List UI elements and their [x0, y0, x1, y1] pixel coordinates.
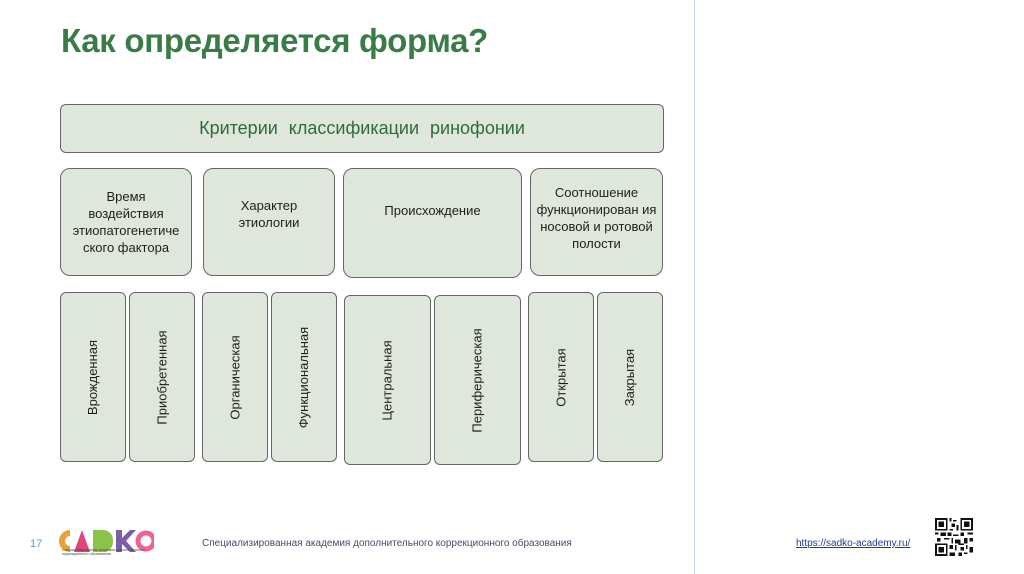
organization-name: Специализированная академия дополнительного коррекционного образования: [202, 538, 572, 549]
slide-edge: [694, 0, 695, 574]
criterion-ratio: [530, 168, 663, 276]
logo-subtitle: Специализированная академия дополнительного коррекционного образования: [62, 548, 146, 556]
criterion-etiology-label: Характер этиологии: [238, 198, 300, 230]
type-organic: [202, 292, 268, 462]
type-central-label: Центральная: [380, 339, 395, 421]
page-number: 17: [30, 538, 43, 550]
criterion-origin: [343, 168, 522, 278]
type-open-label: Открытая: [553, 347, 569, 407]
criterion-origin-label: Происхождение: [384, 203, 481, 218]
type-closed-label: Закрытая: [622, 348, 638, 406]
slide-title: Как определяется форма?: [61, 22, 489, 59]
classification-header-label: Критерии классификации ринофонии: [199, 118, 525, 138]
type-functional-label: Функциональная: [296, 326, 312, 428]
type-peripheral: [434, 295, 521, 465]
type-acquired-label: Приобретенная: [154, 329, 170, 425]
criterion-time-label: Время воздействия этиопатогенетиче ского фактора: [72, 189, 180, 255]
type-closed: [597, 292, 663, 462]
criterion-ratio-label: Соотношение функционирован ия носовой и ротовой полости: [536, 185, 657, 251]
type-open: [528, 292, 594, 462]
type-organic-label: Органическая: [227, 334, 243, 420]
criterion-time: [60, 168, 192, 276]
type-congenital-label: Врожденная: [85, 339, 101, 415]
type-central: [344, 295, 431, 465]
classification-header: [60, 104, 664, 153]
website-link[interactable]: https://sadko-academy.ru/: [796, 538, 911, 549]
type-functional: [271, 292, 337, 462]
criterion-etiology: [203, 168, 335, 276]
qr-code-icon: [935, 518, 973, 556]
type-acquired: [129, 292, 195, 462]
type-congenital: [60, 292, 126, 462]
type-peripheral-label: Периферическая: [470, 327, 486, 433]
